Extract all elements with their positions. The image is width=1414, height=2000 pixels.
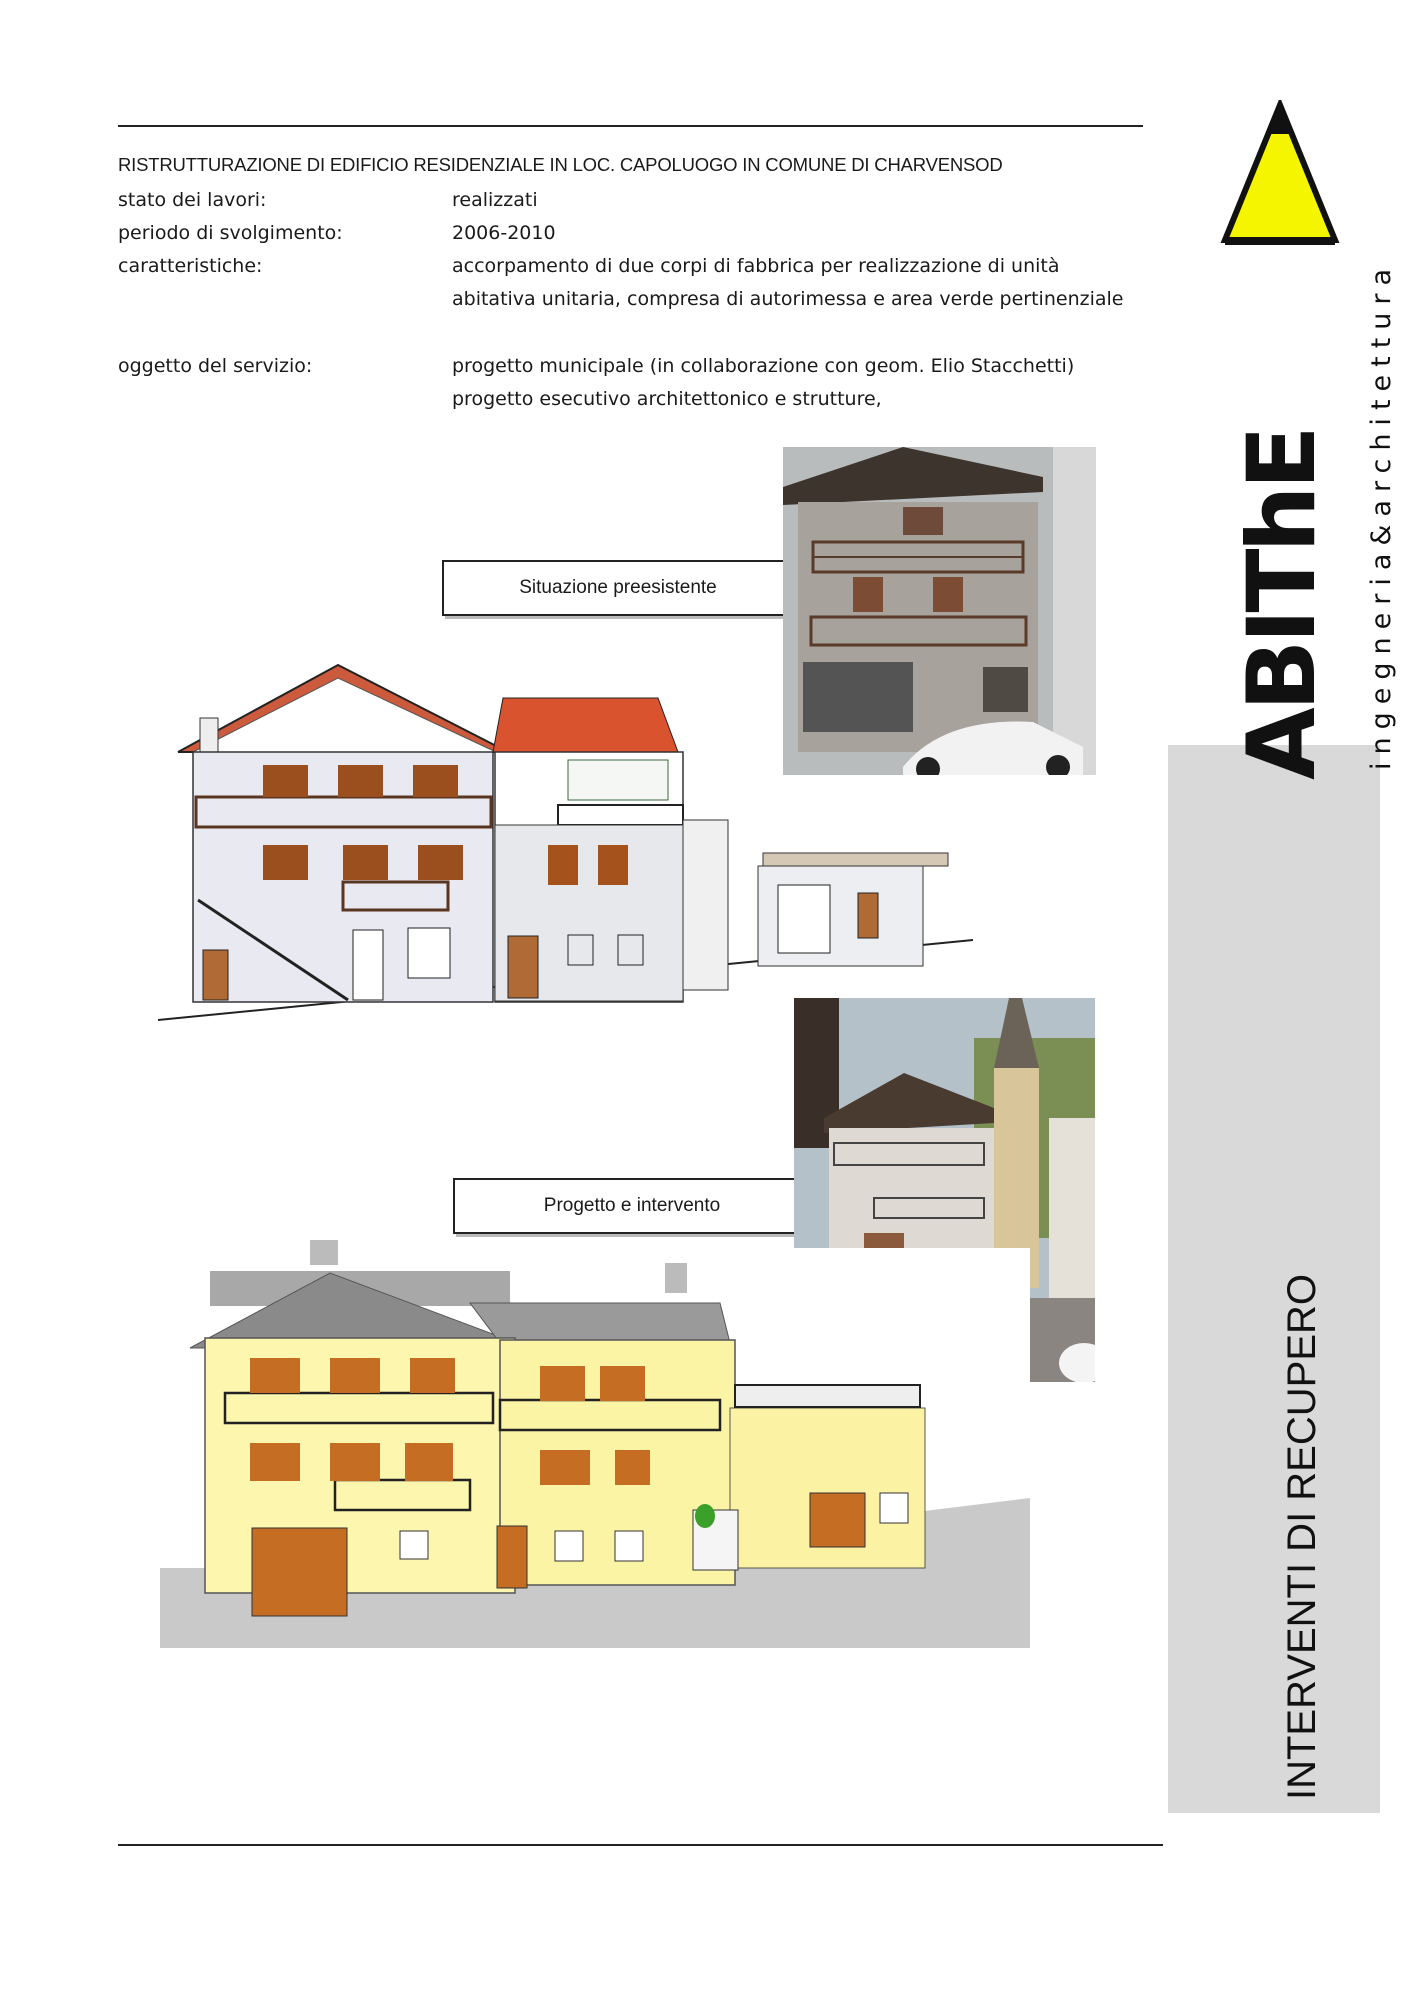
sidebar-panel — [1168, 745, 1380, 1813]
caption-before-text: Situazione preesistente — [519, 577, 717, 598]
info-value-period: 2006-2010 — [452, 222, 556, 244]
top-rule — [118, 125, 1143, 127]
logo-tagline: ingegneria&architettura — [1366, 260, 1397, 770]
sidebar-label: INTERVENTI DI RECUPERO — [1280, 1274, 1324, 1800]
elevation-existing — [158, 660, 973, 1025]
info-label-features: caratteristiche: — [118, 255, 263, 277]
info-value-status: realizzati — [452, 189, 538, 211]
elevation-project — [160, 1228, 1030, 1648]
info-label-period: periodo di svolgimento: — [118, 222, 343, 244]
caption-after-text: Progetto e intervento — [543, 1195, 721, 1216]
caption-after — [453, 1178, 811, 1234]
logo-letters: ABIThE — [1228, 429, 1337, 780]
info-label-status: stato dei lavori: — [118, 189, 267, 211]
info-value-service-2: progetto esecutivo architettonico e strutture, — [452, 388, 882, 410]
info-label-service: oggetto del servizio: — [118, 355, 313, 377]
caption-before — [442, 560, 794, 616]
info-value-features: accorpamento di due corpi di fabbrica per realizzazione di unità abitativa unitaria, compresa di autorimessa e area verde pertinenziale — [452, 255, 1124, 310]
bottom-rule — [118, 1844, 1163, 1846]
pencil-icon — [1220, 100, 1340, 245]
info-value-service: progetto municipale (in collaborazione con geom. Elio Stacchetti) — [452, 355, 1075, 377]
project-title: RISTRUTTURAZIONE DI EDIFICIO RESIDENZIALE IN LOC. CAPOLUOGO IN COMUNE DI CHARVENSOD — [118, 154, 1003, 175]
